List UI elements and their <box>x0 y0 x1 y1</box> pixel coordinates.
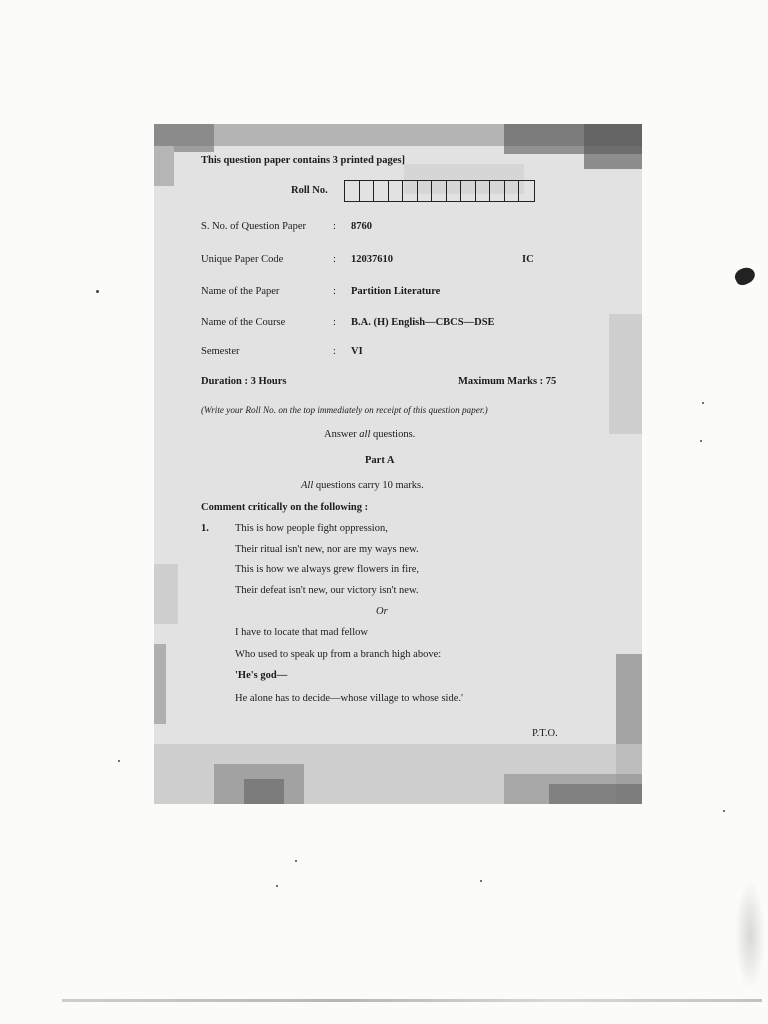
maximum-marks: Maximum Marks : 75 <box>458 376 557 387</box>
poem-line: 'He's god— <box>235 670 288 681</box>
scan-speck <box>96 290 99 293</box>
scan-speck <box>118 760 120 762</box>
poem-line: This is how people fight oppression, <box>235 523 388 534</box>
roll-no-label: Roll No. <box>291 185 328 196</box>
part-heading: Part A <box>365 455 395 466</box>
scan-speck <box>276 885 278 887</box>
semester-value: VI <box>351 346 363 357</box>
poem-line: He alone has to decide—whose village to whose side.' <box>235 693 463 704</box>
question-number: 1. <box>201 523 209 534</box>
poem-line: Their ritual isn't new, nor are my ways new. <box>235 544 419 555</box>
scan-speck <box>702 402 704 404</box>
poem-line: I have to locate that mad fellow <box>235 627 368 638</box>
poem-line: Their defeat isn't new, our victory isn't new. <box>235 585 419 596</box>
scan-edge-line <box>62 999 762 1002</box>
field-label: S. No. of Question Paper <box>201 221 306 232</box>
ink-blot <box>733 265 758 288</box>
marks-note: All questions carry 10 marks. <box>301 480 424 491</box>
course-name: B.A. (H) English—CBCS—DSE <box>351 317 495 328</box>
scan-speck <box>295 860 297 862</box>
question-paper-scan <box>154 124 642 804</box>
field-colon: : <box>333 254 336 265</box>
duration: Duration : 3 Hours <box>201 376 287 387</box>
field-label: Semester <box>201 346 240 357</box>
field-label: Name of the Paper <box>201 286 280 297</box>
scan-speck <box>480 880 482 882</box>
field-colon: : <box>333 317 336 328</box>
scan-speck <box>723 810 725 812</box>
field-colon: : <box>333 346 336 357</box>
comment-prompt: Comment critically on the following : <box>201 502 369 513</box>
field-colon: : <box>333 286 336 297</box>
paper-code-suffix: IC <box>522 254 534 265</box>
scan-speck <box>700 440 702 442</box>
paper-name: Partition Literature <box>351 286 441 297</box>
poem-line: This is how we always grew flowers in fire, <box>235 564 419 575</box>
scan-smudge <box>735 880 765 990</box>
answer-all-instruction: Answer all questions. <box>324 429 416 440</box>
roll-no-boxes <box>344 180 535 202</box>
field-label: Unique Paper Code <box>201 254 284 265</box>
roll-no-instruction: (Write your Roll No. on the top immediately on receipt of this question paper.) <box>201 405 488 415</box>
poem-line: Who used to speak up from a branch high above: <box>235 649 442 660</box>
question-paper-number: 8760 <box>351 221 372 232</box>
paper-code: 12037610 <box>351 254 393 265</box>
or-label: Or <box>376 606 388 617</box>
field-colon: : <box>333 221 336 232</box>
field-label: Name of the Course <box>201 317 286 328</box>
printed-pages-note: This question paper contains 3 printed pages] <box>201 155 406 166</box>
please-turn-over: P.T.O. <box>532 728 558 739</box>
